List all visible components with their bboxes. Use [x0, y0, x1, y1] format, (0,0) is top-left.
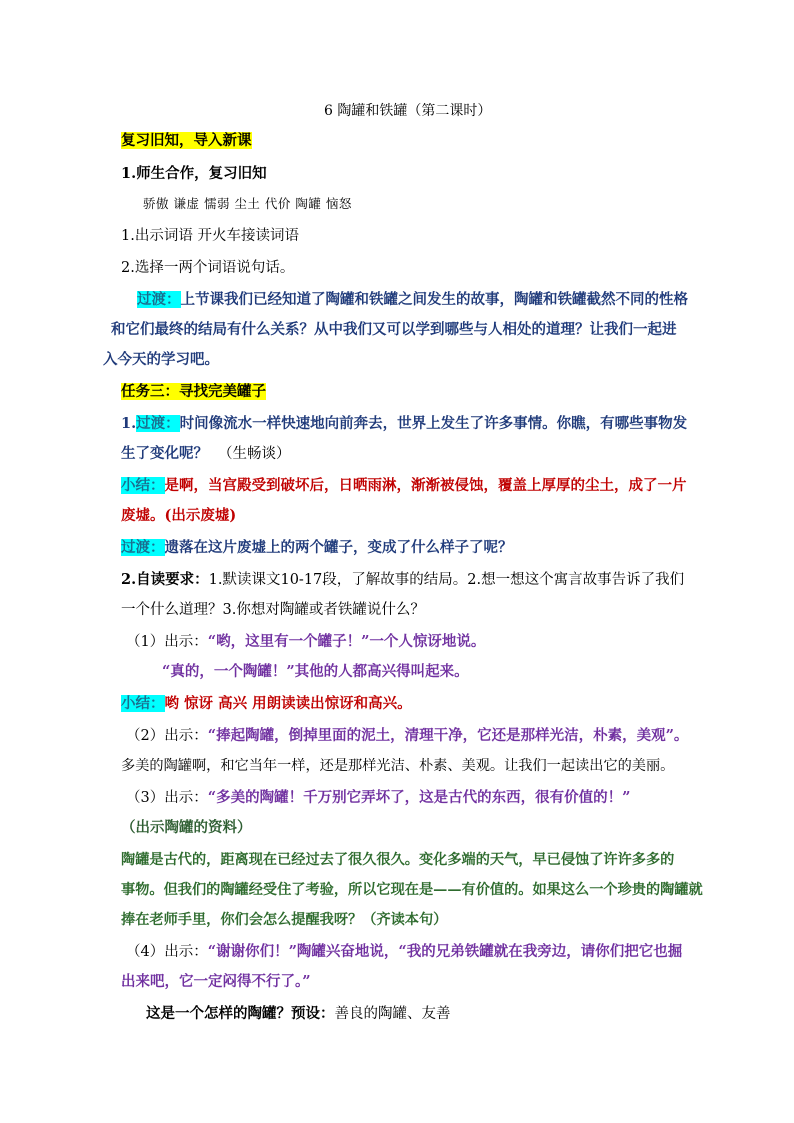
show-4-line-1 — [126, 942, 682, 962]
transition-1-line-2: 和它们最终的结局有什么关系？从中我们又可以学到哪些与人相处的道理？让我们一起进 — [111, 321, 677, 338]
task3-item-1-line-1 — [121, 414, 687, 434]
task3-item-1-line-2 — [121, 444, 291, 464]
summary-tag: 小结： — [121, 477, 165, 494]
review-subheading: 1.师生合作，复习旧知 — [121, 165, 267, 182]
jar-info-line-2: 事物。但我们的陶罐经受住了考验，所以它现在是——有价值的。如果这么一个珍贵的陶罐就 — [121, 882, 703, 898]
step-2: 2.选择一两个词语说句话。 — [121, 260, 295, 276]
task3-item-1-note: （生畅谈） — [218, 446, 291, 462]
question-preset: 善良的陶罐、友善 — [334, 1006, 451, 1022]
show-prefix: （4）出示： — [126, 944, 208, 960]
self-read-line-2: 一个什么道理？3.你想对陶罐或者铁罐说什么？ — [121, 602, 425, 618]
transition-tag: 过渡： — [136, 415, 180, 432]
show-2-quote: “捧起陶罐，倒掉里面的泥土，清理干净，它还是那样光洁，朴素，美观”。 — [207, 727, 689, 744]
review-heading-text: 复习旧知，导入新课 — [121, 132, 252, 149]
jar-info-line-3: 捧在老师手里，你们会怎么提醒我呀？（齐读本句） — [121, 912, 448, 928]
show-1-line-1 — [126, 632, 485, 652]
question-line — [146, 1004, 451, 1024]
task3-heading — [121, 382, 266, 402]
jar-info-line-1: 陶罐是古代的，距离现在已经过去了很久很久。变化多端的天气，早已侵蚀了许许多多的 — [121, 852, 675, 868]
show-1-line-2: “真的，一个陶罐！”其他的人都高兴得叫起来。 — [162, 663, 469, 680]
show-4-quote: “谢谢你们！”陶罐兴奋地说，“我的兄弟铁罐就在我旁边，请你们把它也掘 — [207, 943, 683, 960]
show-3-quote: “多美的陶罐！千万别它弄坏了，这是古代的东西，很有价值的！” — [207, 789, 631, 806]
summary-2 — [121, 694, 412, 714]
question-text: 这是一个怎样的陶罐？预设： — [146, 1005, 335, 1022]
show-1-quote: “哟，这里有一个罐子！”一个人惊讶地说。 — [207, 633, 486, 650]
transition-1-text: 上节课我们已经知道了陶罐和铁罐之间发生的故事，陶罐和铁罐截然不同的性格 — [180, 291, 688, 308]
transition-2-text: 遗落在这片废墟上的两个罐子，变成了什么样子了呢？ — [164, 539, 513, 556]
show-prefix: （2）出示： — [126, 728, 208, 744]
summary-tag: 小结： — [121, 695, 165, 712]
summary-1-line-2: 废墟。(出示废墟) — [121, 507, 237, 524]
step-1: 1.出示词语 开火车接读词语 — [121, 228, 299, 244]
transition-1-line-1 — [137, 290, 688, 310]
transition-tag: 过渡： — [137, 291, 181, 308]
summary-1-text: 是啊，当宫殿受到破坏后，日晒雨淋，渐渐被侵蚀，覆盖上厚厚的尘土，成了一片 — [164, 477, 687, 494]
transition-2 — [121, 538, 513, 558]
review-heading — [121, 131, 252, 151]
summary-1-line-1 — [121, 476, 687, 496]
show-prefix: （1）出示： — [126, 634, 208, 650]
task3-heading-text: 任务三：寻找完美罐子 — [121, 383, 266, 400]
task3-item-1-text: 时间像流水一样快速地向前奔去，世界上发生了许多事情。你瞧，有哪些事物发 — [179, 415, 688, 432]
transition-1-line-3: 入今天的学习吧。 — [103, 351, 219, 368]
self-read-label: 2.自读要求： — [121, 571, 209, 588]
summary-2-text: 哟 惊讶 高兴 用朗读读出惊讶和高兴。 — [164, 695, 412, 712]
vocabulary-words: 骄傲 谦虚 懦弱 尘土 代价 陶罐 恼怒 — [143, 196, 352, 211]
show-4-line-2: 出来吧，它一定闷得不行了。” — [121, 973, 311, 990]
page-title: 6 陶罐和铁罐（第二课时） — [324, 103, 492, 119]
show-2-line-2: 多美的陶罐啊，和它当年一样，还是那样光洁、朴素、美观。让我们一起读出它的美丽。 — [121, 758, 675, 774]
item-number: 1. — [121, 415, 137, 432]
self-read-text: 1.默读课文10-17段，了解故事的结局。2.想一想这个寓言故事告诉了我们 — [208, 572, 685, 588]
show-prefix: （3）出示： — [126, 790, 208, 806]
show-2-line-1 — [126, 726, 688, 746]
transition-tag: 过渡： — [121, 539, 165, 556]
self-read-line-1 — [121, 570, 684, 590]
show-3-line-1 — [126, 788, 630, 808]
task3-item-1-question: 生了变化呢？ — [121, 445, 208, 462]
show-3-note: （出示陶罐的资料） — [121, 819, 252, 836]
